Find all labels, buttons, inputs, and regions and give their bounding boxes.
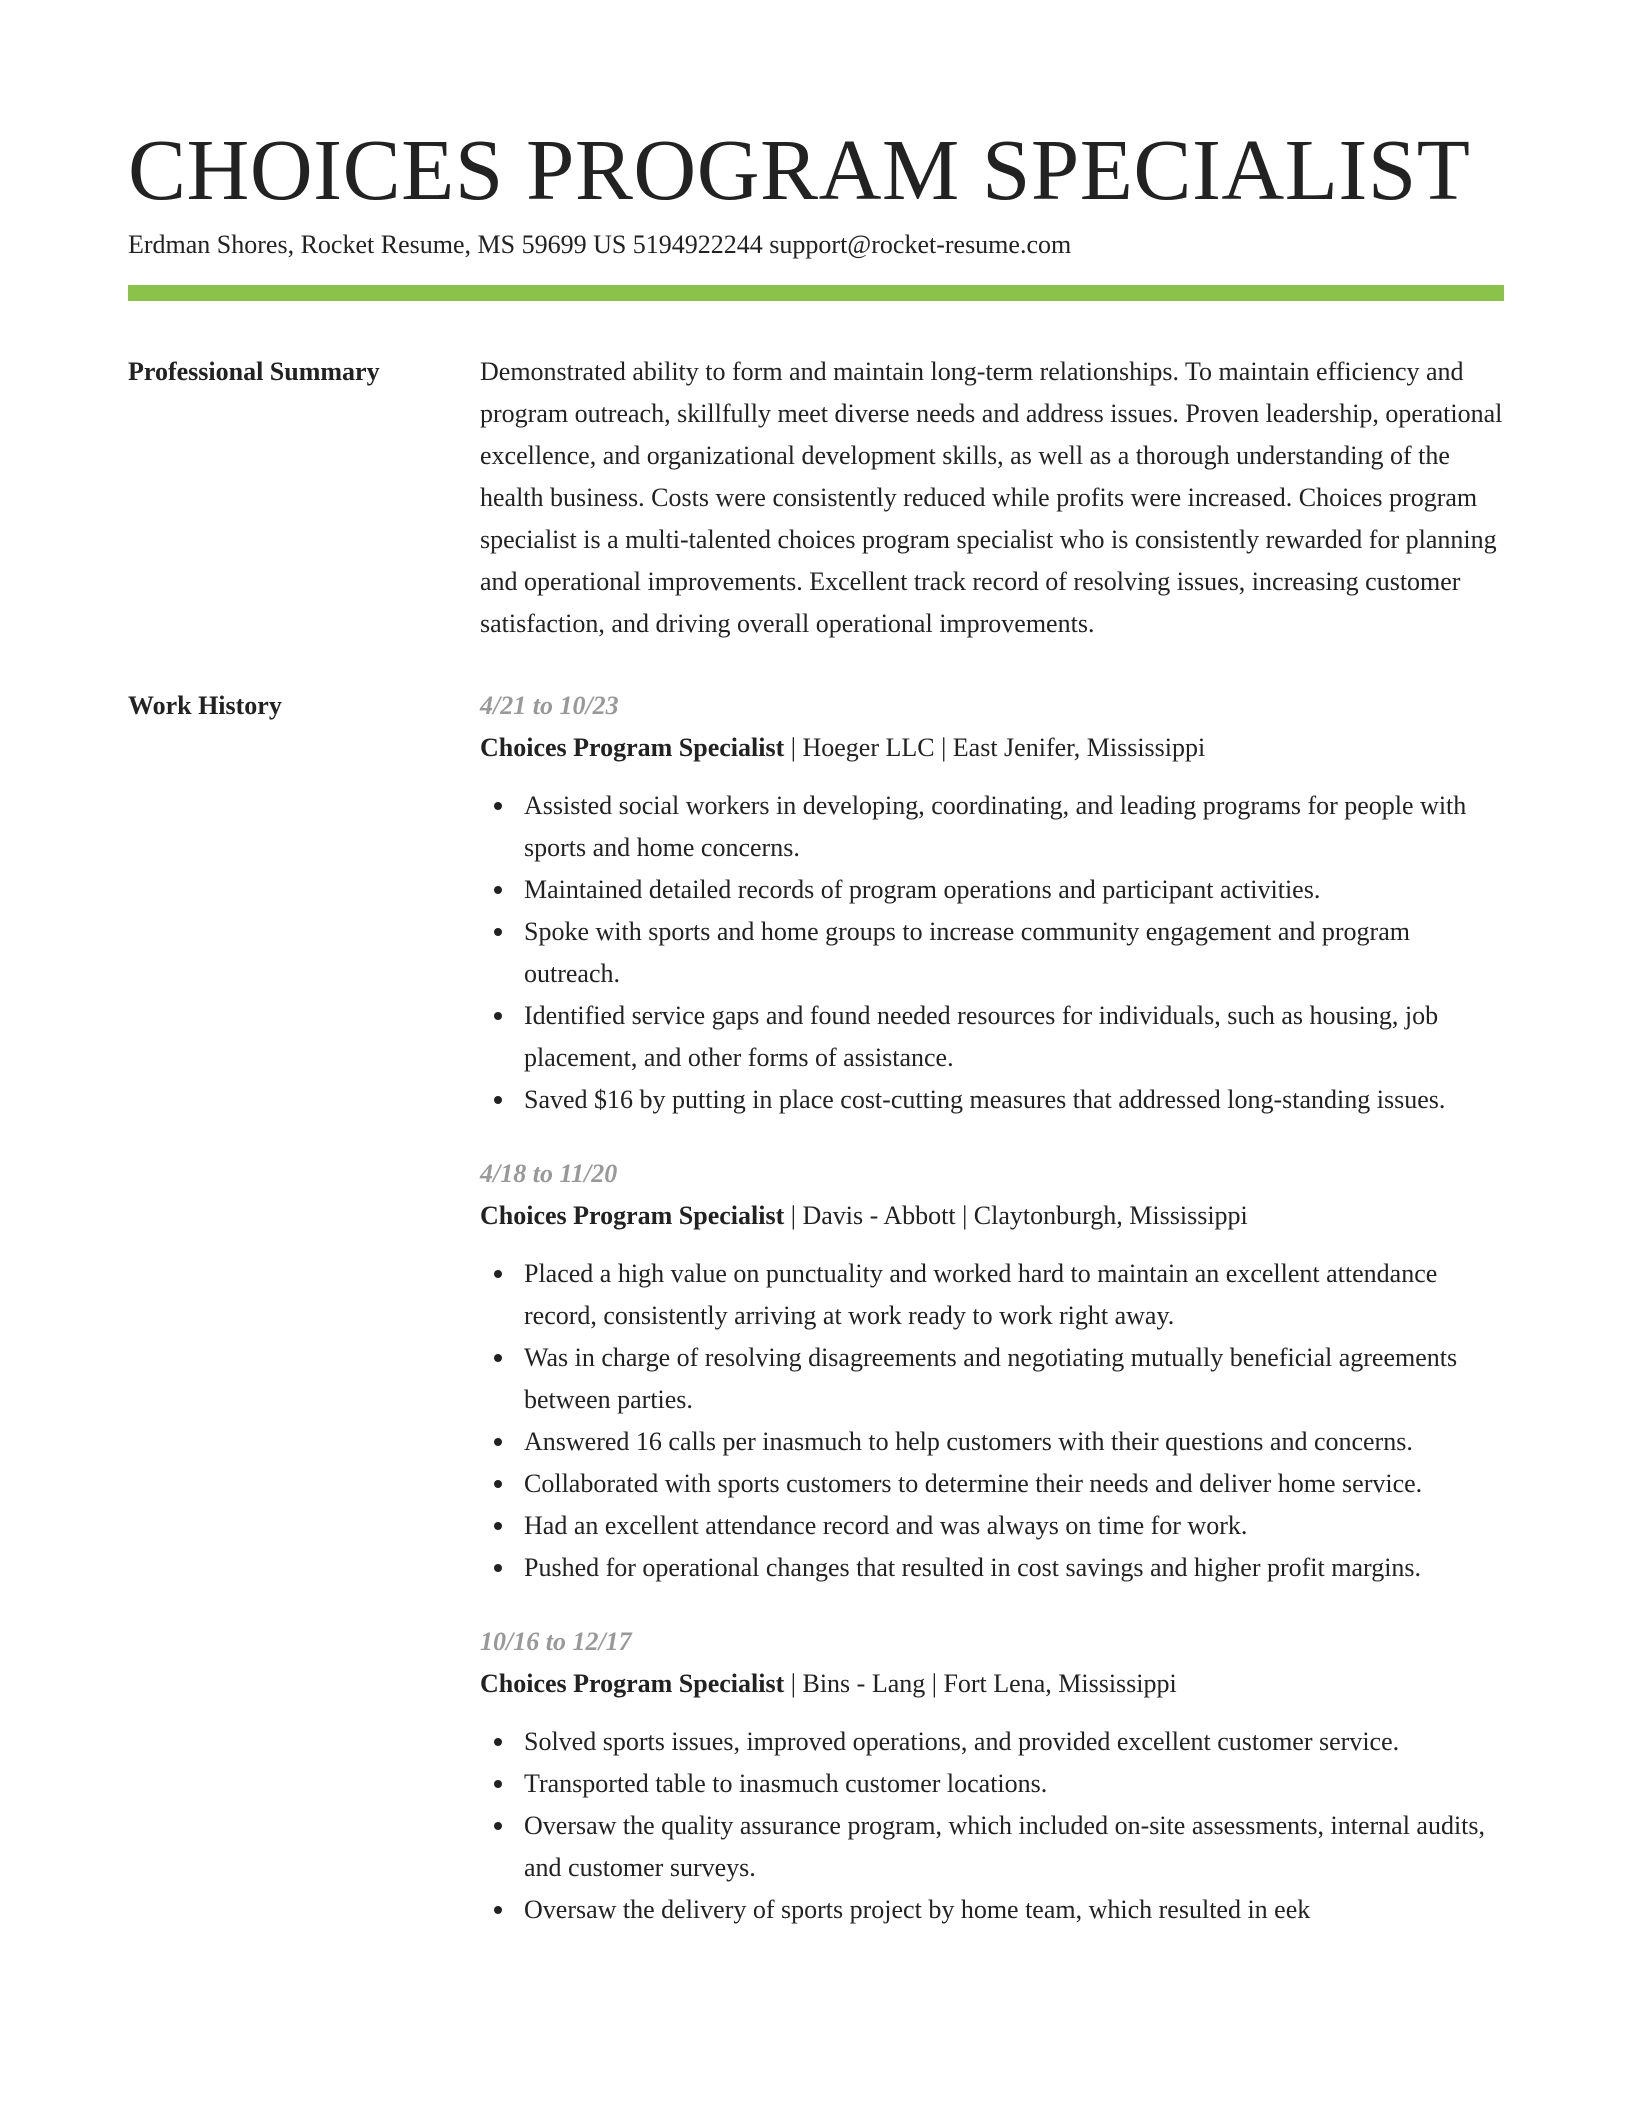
header-accent-rule	[128, 285, 1504, 301]
bullet-icon	[494, 1906, 502, 1914]
job-duty-text: Was in charge of resolving disagreements and negotiating mutually beneficial agreements between parties.	[524, 1343, 1458, 1414]
job-duty-item	[524, 869, 1504, 911]
job-duties-list	[480, 785, 1504, 1121]
job-duty-text: Oversaw the quality assurance program, which included on-site assessments, internal audits, and customer surveys.	[524, 1811, 1486, 1882]
job-title-line	[480, 727, 1504, 769]
bullet-icon	[494, 1822, 502, 1830]
bullet-icon	[494, 1270, 502, 1278]
job-duty-item	[524, 1463, 1504, 1505]
bullet-icon	[494, 928, 502, 936]
bullet-icon	[494, 1780, 502, 1788]
bullet-icon	[494, 1522, 502, 1530]
job-duty-item	[524, 995, 1504, 1079]
job-duty-text: Spoke with sports and home groups to increase community engagement and program outreach.	[524, 917, 1410, 988]
job-duty-text: Placed a high value on punctuality and worked hard to maintain an excellent attendance record, consistently arriving at work ready to work right away.	[524, 1259, 1438, 1330]
job-title-line	[480, 1195, 1504, 1237]
job-duty-text: Oversaw the delivery of sports project by home team, which resulted in eek	[524, 1895, 1311, 1924]
job-duty-item	[524, 1805, 1504, 1889]
bullet-icon	[494, 1564, 502, 1572]
job-duty-text: Maintained detailed records of program operations and participant activities.	[524, 875, 1321, 904]
contact-info: Erdman Shores, Rocket Resume, MS 59699 US 5194922244 support@rocket-resume.com	[128, 230, 1072, 259]
summary-section-label: Professional Summary	[128, 357, 380, 386]
resume-name-heading: CHOICES PROGRAM SPECIALIST	[128, 121, 1471, 218]
job-duty-text: Had an excellent attendance record and was always on time for work.	[524, 1511, 1248, 1540]
job-duty-item	[524, 1337, 1504, 1421]
job-duty-text: Solved sports issues, improved operations, and provided excellent customer service.	[524, 1727, 1400, 1756]
job-duty-text: Collaborated with sports customers to determine their needs and deliver home service.	[524, 1469, 1423, 1498]
summary-section-body	[480, 351, 1504, 645]
bullet-icon	[494, 886, 502, 894]
job-duty-item	[524, 1505, 1504, 1547]
job-dates: 4/21 to 10/23	[480, 691, 619, 720]
job-duty-item	[524, 1889, 1504, 1931]
job-duty-text: Pushed for operational changes that resulted in cost savings and higher profit margins.	[524, 1553, 1422, 1582]
bullet-icon	[494, 1012, 502, 1020]
work-history-section-body	[480, 685, 1504, 1963]
job-duty-item	[524, 1253, 1504, 1337]
bullet-icon	[494, 802, 502, 810]
job-employer-location: | Bins - Lang | Fort Lena, Mississippi	[784, 1669, 1177, 1698]
job-duty-item	[524, 1721, 1504, 1763]
job-duty-text: Identified service gaps and found needed resources for individuals, such as housing, job placement, and other forms of assistance.	[524, 1001, 1439, 1072]
summary-text: Demonstrated ability to form and maintain long-term relationships. To maintain efficiency and program outreach, skillfully meet diverse needs and address issues. Proven leadership, operational excellence, and organizational development skills, as well as a thorough understanding of the health business. Costs were consistently reduced while profits were increased. Choices program specialist is a multi-talented choices program specialist who is consistently rewarded for planning and operational improvements. Excellent track record of resolving issues, increasing customer satisfaction, and driving overall operational improvements.	[480, 357, 1503, 638]
job-duties-list	[480, 1721, 1504, 1931]
job-employer-location: | Hoeger LLC | East Jenifer, Mississippi	[784, 733, 1206, 762]
job-entry	[480, 685, 1504, 1121]
job-duty-text: Assisted social workers in developing, coordinating, and leading programs for people with sports and home concerns.	[524, 791, 1467, 862]
job-title: Choices Program Specialist	[480, 733, 785, 762]
job-duties-list	[480, 1253, 1504, 1589]
job-duty-item	[524, 1763, 1504, 1805]
professional-summary-section	[128, 351, 1504, 645]
job-duty-text: Transported table to inasmuch customer locations.	[524, 1769, 1048, 1798]
job-entry	[480, 1621, 1504, 1931]
bullet-icon	[494, 1438, 502, 1446]
bullet-icon	[494, 1354, 502, 1362]
job-title: Choices Program Specialist	[480, 1669, 785, 1698]
bullet-icon	[494, 1096, 502, 1104]
job-duty-text: Saved $16 by putting in place cost-cutting measures that addressed long-standing issues.	[524, 1085, 1446, 1114]
bullet-icon	[494, 1738, 502, 1746]
job-duty-item	[524, 911, 1504, 995]
job-dates: 10/16 to 12/17	[480, 1627, 632, 1656]
job-duty-item	[524, 1547, 1504, 1589]
job-dates: 4/18 to 11/20	[480, 1159, 618, 1188]
job-duty-item	[524, 1421, 1504, 1463]
work-history-section	[128, 685, 1504, 1963]
work-history-section-label: Work History	[128, 691, 282, 720]
job-duty-text: Answered 16 calls per inasmuch to help customers with their questions and concerns.	[524, 1427, 1413, 1456]
resume-page	[128, 0, 1504, 1963]
job-employer-location: | Davis - Abbott | Claytonburgh, Mississippi	[784, 1201, 1248, 1230]
job-title-line	[480, 1663, 1504, 1705]
bullet-icon	[494, 1480, 502, 1488]
job-title: Choices Program Specialist	[480, 1201, 785, 1230]
job-duty-item	[524, 1079, 1504, 1121]
job-duty-item	[524, 785, 1504, 869]
job-entry	[480, 1153, 1504, 1589]
